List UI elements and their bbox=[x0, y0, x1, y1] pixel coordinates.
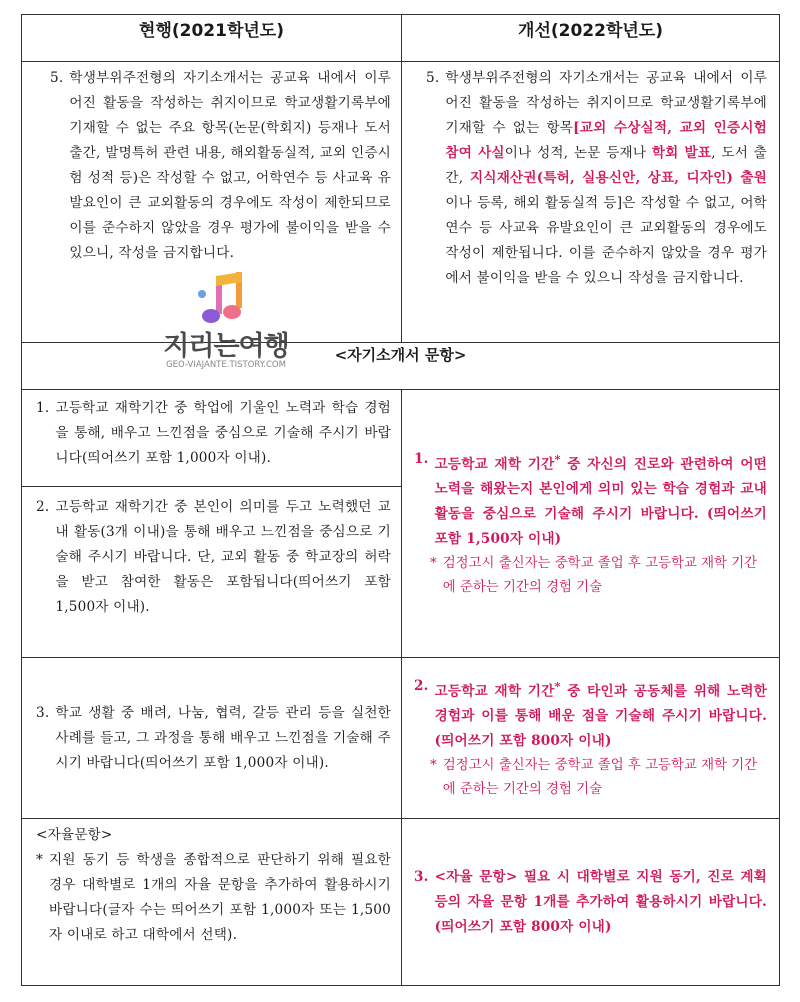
current-rule-number: 5. bbox=[50, 70, 64, 86]
current-question-1 bbox=[22, 390, 402, 487]
rule-row bbox=[22, 62, 780, 343]
improved-rule-part: , 도서 출간, bbox=[445, 145, 768, 186]
improved-rule-highlight: 지식재산권(특허, 실용신안, 상표, 디자인) 출원 bbox=[470, 170, 767, 186]
improved-rule-highlight: 학회 발표 bbox=[651, 145, 712, 161]
section-title: <자기소개서 문항> bbox=[22, 343, 780, 390]
question-text: 중 자신의 진로와 관련하여 어떤 노력을 해왔는지 본인에게 의미 있는 학습 경험과 교내 활동을 중심으로 기술해 주시기 바랍니다. (띄어쓰기 포함 1,500자 이내) bbox=[434, 456, 767, 548]
footnote-text: 검정고시 출신자는 중학교 졸업 후 고등학교 재학 기간에 준하는 기간의 경험 기술 bbox=[442, 758, 758, 798]
header-row bbox=[22, 15, 780, 62]
optional-title: <자율문항> bbox=[36, 827, 113, 843]
question-number: 3. bbox=[36, 704, 50, 721]
question-text: 고등학교 재학기간 중 학업에 기울인 노력과 학습 경험을 통해, 배우고 느낀점을 중심으로 기술해 주시기 바랍니다(띄어쓰기 포함 1,000자 이내). bbox=[55, 400, 391, 466]
question-text: <자율 문항> 필요 시 대학별로 지원 동기, 진로 계획 등의 자율 문항 1개를 추가하여 활용하시기 바랍니다. (띄어쓰기 포함 800자 이내) bbox=[434, 868, 767, 935]
improved-rule-part: 학생부위주전형의 자기소개서는 공교육 내에서 이루어진 활동을 작성하는 취지이므로 학교생활기록부에 기재할 수 없는 항목 bbox=[445, 70, 767, 136]
question-number: 2. bbox=[414, 677, 429, 694]
question-number: 3. bbox=[414, 868, 429, 885]
question-text: 고등학교 재학기간 중 본인이 의미를 두고 노력했던 교내 활동(3개 이내)을 통해 배우고 느낀점을 중심으로 기술해 주시기 바랍니다. 단, 교외 활동 중 학교장의 허락을 받고 참여한 활동은 포함됩니다(띄어쓰기 포함 1,500자 이내). bbox=[55, 499, 391, 615]
watermark-title: 지리는여행 bbox=[163, 331, 289, 362]
question-text: 고등학교 재학 기간 bbox=[434, 683, 555, 700]
question-number: 1. bbox=[36, 400, 50, 416]
comparison-table bbox=[21, 14, 780, 986]
current-rule-text: 학생부위주전형의 자기소개서는 공교육 내에서 이루어진 활동을 작성하는 취지이므로 학교생활기록부에 기재할 수 없는 주요 항목(논문(학회지) 등재나 도서 출간, 발명특허 관련 내용, 해외활동실적, 교외 인증시험 성적 등)은 작성할 수 없고, 어학연수 등 사교육 유발요인이 큰 교외활동의 경우에도 작성이 제한되므로 이를 준수하지 않았을 경우 평가에 불이익을 받을 수 있으니, 작성을 금지합니다. bbox=[69, 70, 391, 261]
question-text: 학교 생활 중 배려, 나눔, 협력, 갈등 관리 등을 실천한 사례를 들고, 그 과정을 통해 배우고 느낀점을 기술해 주시기 바랍니다(띄어쓰기 포함 1,000자 이내). bbox=[55, 704, 391, 771]
question-text: 중 타인과 공동체를 위해 노력한 경험과 이를 통해 배운 점을 기술해 주시기 바랍니다. (띄어쓰기 포함 800자 이내) bbox=[434, 683, 767, 750]
footnote-star: * bbox=[430, 758, 437, 774]
optional-mark: * bbox=[36, 852, 43, 868]
question-row-1 bbox=[22, 390, 780, 487]
improved-rule-number: 5. bbox=[426, 70, 440, 86]
current-question-2 bbox=[22, 487, 402, 658]
question-text: 지원 동기 등 학생을 종합적으로 판단하기 위해 필요한 경우 대학별로 1개의 자율 문항을 추가하여 활용하시기 바랍니다(글자 수는 띄어쓰기 포함 1,000자 또는 1,500자 이내로 하고 대학에서 선택). bbox=[49, 852, 391, 943]
improved-rule-part: 이나 등록, 해외 활동실적 등]은 작성할 수 없고, 어학연수 등 사교육 유발요인이 큰 교외활동의 경우에도 작성이 제한됩니다. 이를 준수하지 않았을 경우 평가에서 불이익을 받을 수 있으니 작성을 금지합니다. bbox=[445, 195, 767, 286]
improved-question-1 bbox=[402, 390, 780, 658]
question-number: 2. bbox=[36, 499, 50, 515]
current-rule-cell bbox=[22, 62, 402, 343]
section-row bbox=[22, 343, 780, 390]
improved-question-3 bbox=[402, 819, 780, 986]
improved-rule-part: 이나 성적, 논문 등재나 bbox=[504, 145, 652, 161]
footnote-mark: * bbox=[554, 451, 561, 466]
question-text: 고등학교 재학 기간 bbox=[434, 456, 555, 473]
header-improved: 개선(2022학년도) bbox=[402, 15, 780, 62]
question-number: 1. bbox=[414, 450, 429, 467]
improved-rule-highlight: [교외 수상실적, 교외 인증시험 참여 사실 bbox=[445, 120, 767, 161]
footnote-mark: * bbox=[554, 678, 561, 693]
improved-rule-cell bbox=[402, 62, 780, 343]
footnote bbox=[414, 754, 767, 802]
watermark-url: GEO-VIAJANTE.TISTORY.COM bbox=[166, 360, 286, 370]
footnote-star: * bbox=[430, 556, 437, 572]
question-row-4 bbox=[22, 819, 780, 986]
improved-question-2 bbox=[402, 658, 780, 819]
header-current: 현행(2021학년도) bbox=[22, 15, 402, 62]
improved-rule-text bbox=[445, 66, 767, 291]
question-row-3 bbox=[22, 658, 780, 819]
current-question-4 bbox=[22, 819, 402, 986]
current-question-3 bbox=[22, 658, 402, 819]
footnote-text: 검정고시 출신자는 중학교 졸업 후 고등학교 재학 기간에 준하는 기간의 경험 기술 bbox=[442, 556, 758, 596]
footnote bbox=[414, 552, 767, 600]
